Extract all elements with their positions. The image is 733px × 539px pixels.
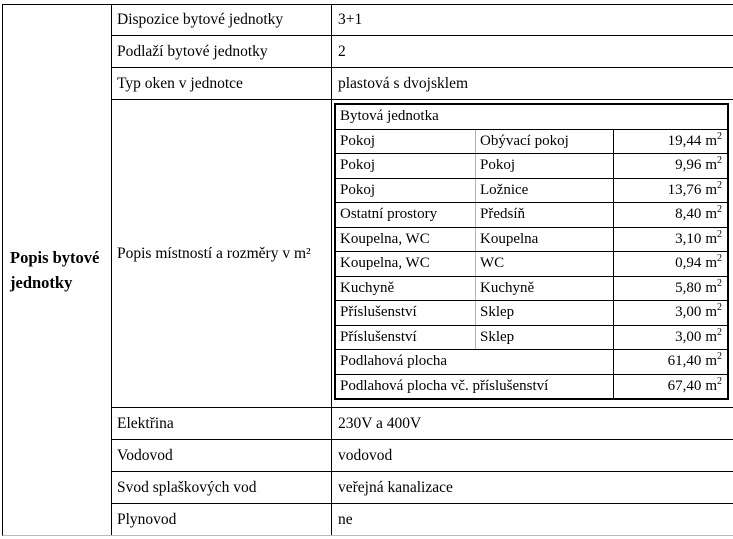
row-value: 3+1 — [338, 11, 363, 28]
total-area: 67,40 $m^2$ — [667, 375, 722, 394]
room-area: 8,40 $m^2$ — [675, 204, 722, 223]
row-label: Svod splaškových vod — [112, 472, 332, 503]
room-name: Koupelna — [476, 228, 614, 252]
room-name: Předsíň — [476, 203, 614, 227]
room-category: Pokoj — [336, 179, 476, 203]
row-podlazi — [112, 36, 733, 68]
room-category: Pokoj — [336, 130, 476, 154]
row-label: Podlaží bytové jednotky — [112, 36, 332, 67]
unit-description-table — [2, 4, 733, 536]
room-category: Příslušenství — [336, 301, 476, 325]
room-row — [336, 277, 727, 302]
room-name: Sklep — [476, 301, 614, 325]
rooms-table — [334, 103, 729, 400]
room-category: Koupelna, WC — [336, 252, 476, 276]
room-row — [336, 301, 727, 326]
row-elektrina — [112, 408, 733, 440]
room-category: Kuchyně — [336, 277, 476, 301]
room-category: Pokoj — [336, 154, 476, 178]
room-name: Ložnice — [476, 179, 614, 203]
room-area: 9,96 $m^2$ — [675, 155, 722, 174]
row-vodovod — [112, 440, 733, 472]
row-label: Vodovod — [112, 440, 332, 471]
total-row — [336, 375, 727, 399]
total-label: Podlahová plocha — [336, 350, 614, 374]
total-area: 61,40 $m^2$ — [667, 351, 722, 370]
room-name: WC — [476, 252, 614, 276]
rooms-table-header: Bytová jednotka — [340, 108, 439, 125]
room-area: 0,94 $m^2$ — [675, 253, 722, 272]
section-title-cell — [3, 5, 112, 535]
row-label: Elektřina — [112, 408, 332, 439]
room-area: 3,00 $m^2$ — [675, 302, 722, 321]
row-label: Dispozice bytové jednotky — [112, 5, 332, 35]
rooms-cell — [332, 100, 733, 407]
room-name: Pokoj — [476, 154, 614, 178]
section-title: Popis bytové jednotky — [10, 248, 100, 292]
row-popis-mistnosti — [112, 100, 733, 408]
row-label: Plynovod — [112, 504, 332, 535]
room-area: 19,44 $m^2$ — [667, 130, 722, 149]
room-name: Obývací pokoj — [476, 130, 614, 154]
table-body — [112, 5, 733, 535]
row-value: 2 — [338, 42, 346, 60]
row-value: plastová s dvojsklem — [338, 74, 469, 92]
row-value: vodovod — [338, 446, 393, 464]
room-name: Kuchyně — [476, 277, 614, 301]
row-typ-oken — [112, 68, 733, 100]
rooms-table-header-row — [336, 105, 727, 130]
total-label: Podlahová plocha vč. příslušenství — [336, 375, 614, 399]
room-row — [336, 203, 727, 228]
row-label: Popis místností a rozměry v m² — [112, 100, 332, 407]
room-category: Příslušenství — [336, 326, 476, 350]
room-category: Koupelna, WC — [336, 228, 476, 252]
room-row — [336, 179, 727, 204]
room-name: Sklep — [476, 326, 614, 350]
room-row — [336, 326, 727, 351]
room-row — [336, 130, 727, 155]
row-plynovod — [112, 504, 733, 535]
row-value: veřejná kanalizace — [338, 478, 453, 496]
room-row — [336, 228, 727, 253]
row-svod-splaskovych-vod — [112, 472, 733, 504]
room-area: 3,10 $m^2$ — [675, 228, 722, 247]
room-area: 3,00 $m^2$ — [675, 326, 722, 345]
row-dispozice — [112, 5, 733, 36]
room-row — [336, 252, 727, 277]
row-label: Typ oken v jednotce — [112, 68, 332, 99]
row-value: 230V a 400V — [338, 414, 422, 432]
total-row — [336, 350, 727, 375]
room-category: Ostatní prostory — [336, 203, 476, 227]
room-area: 13,76 $m^2$ — [667, 179, 722, 198]
room-row — [336, 154, 727, 179]
room-area: 5,80 $m^2$ — [675, 277, 722, 296]
row-value: ne — [338, 510, 353, 528]
